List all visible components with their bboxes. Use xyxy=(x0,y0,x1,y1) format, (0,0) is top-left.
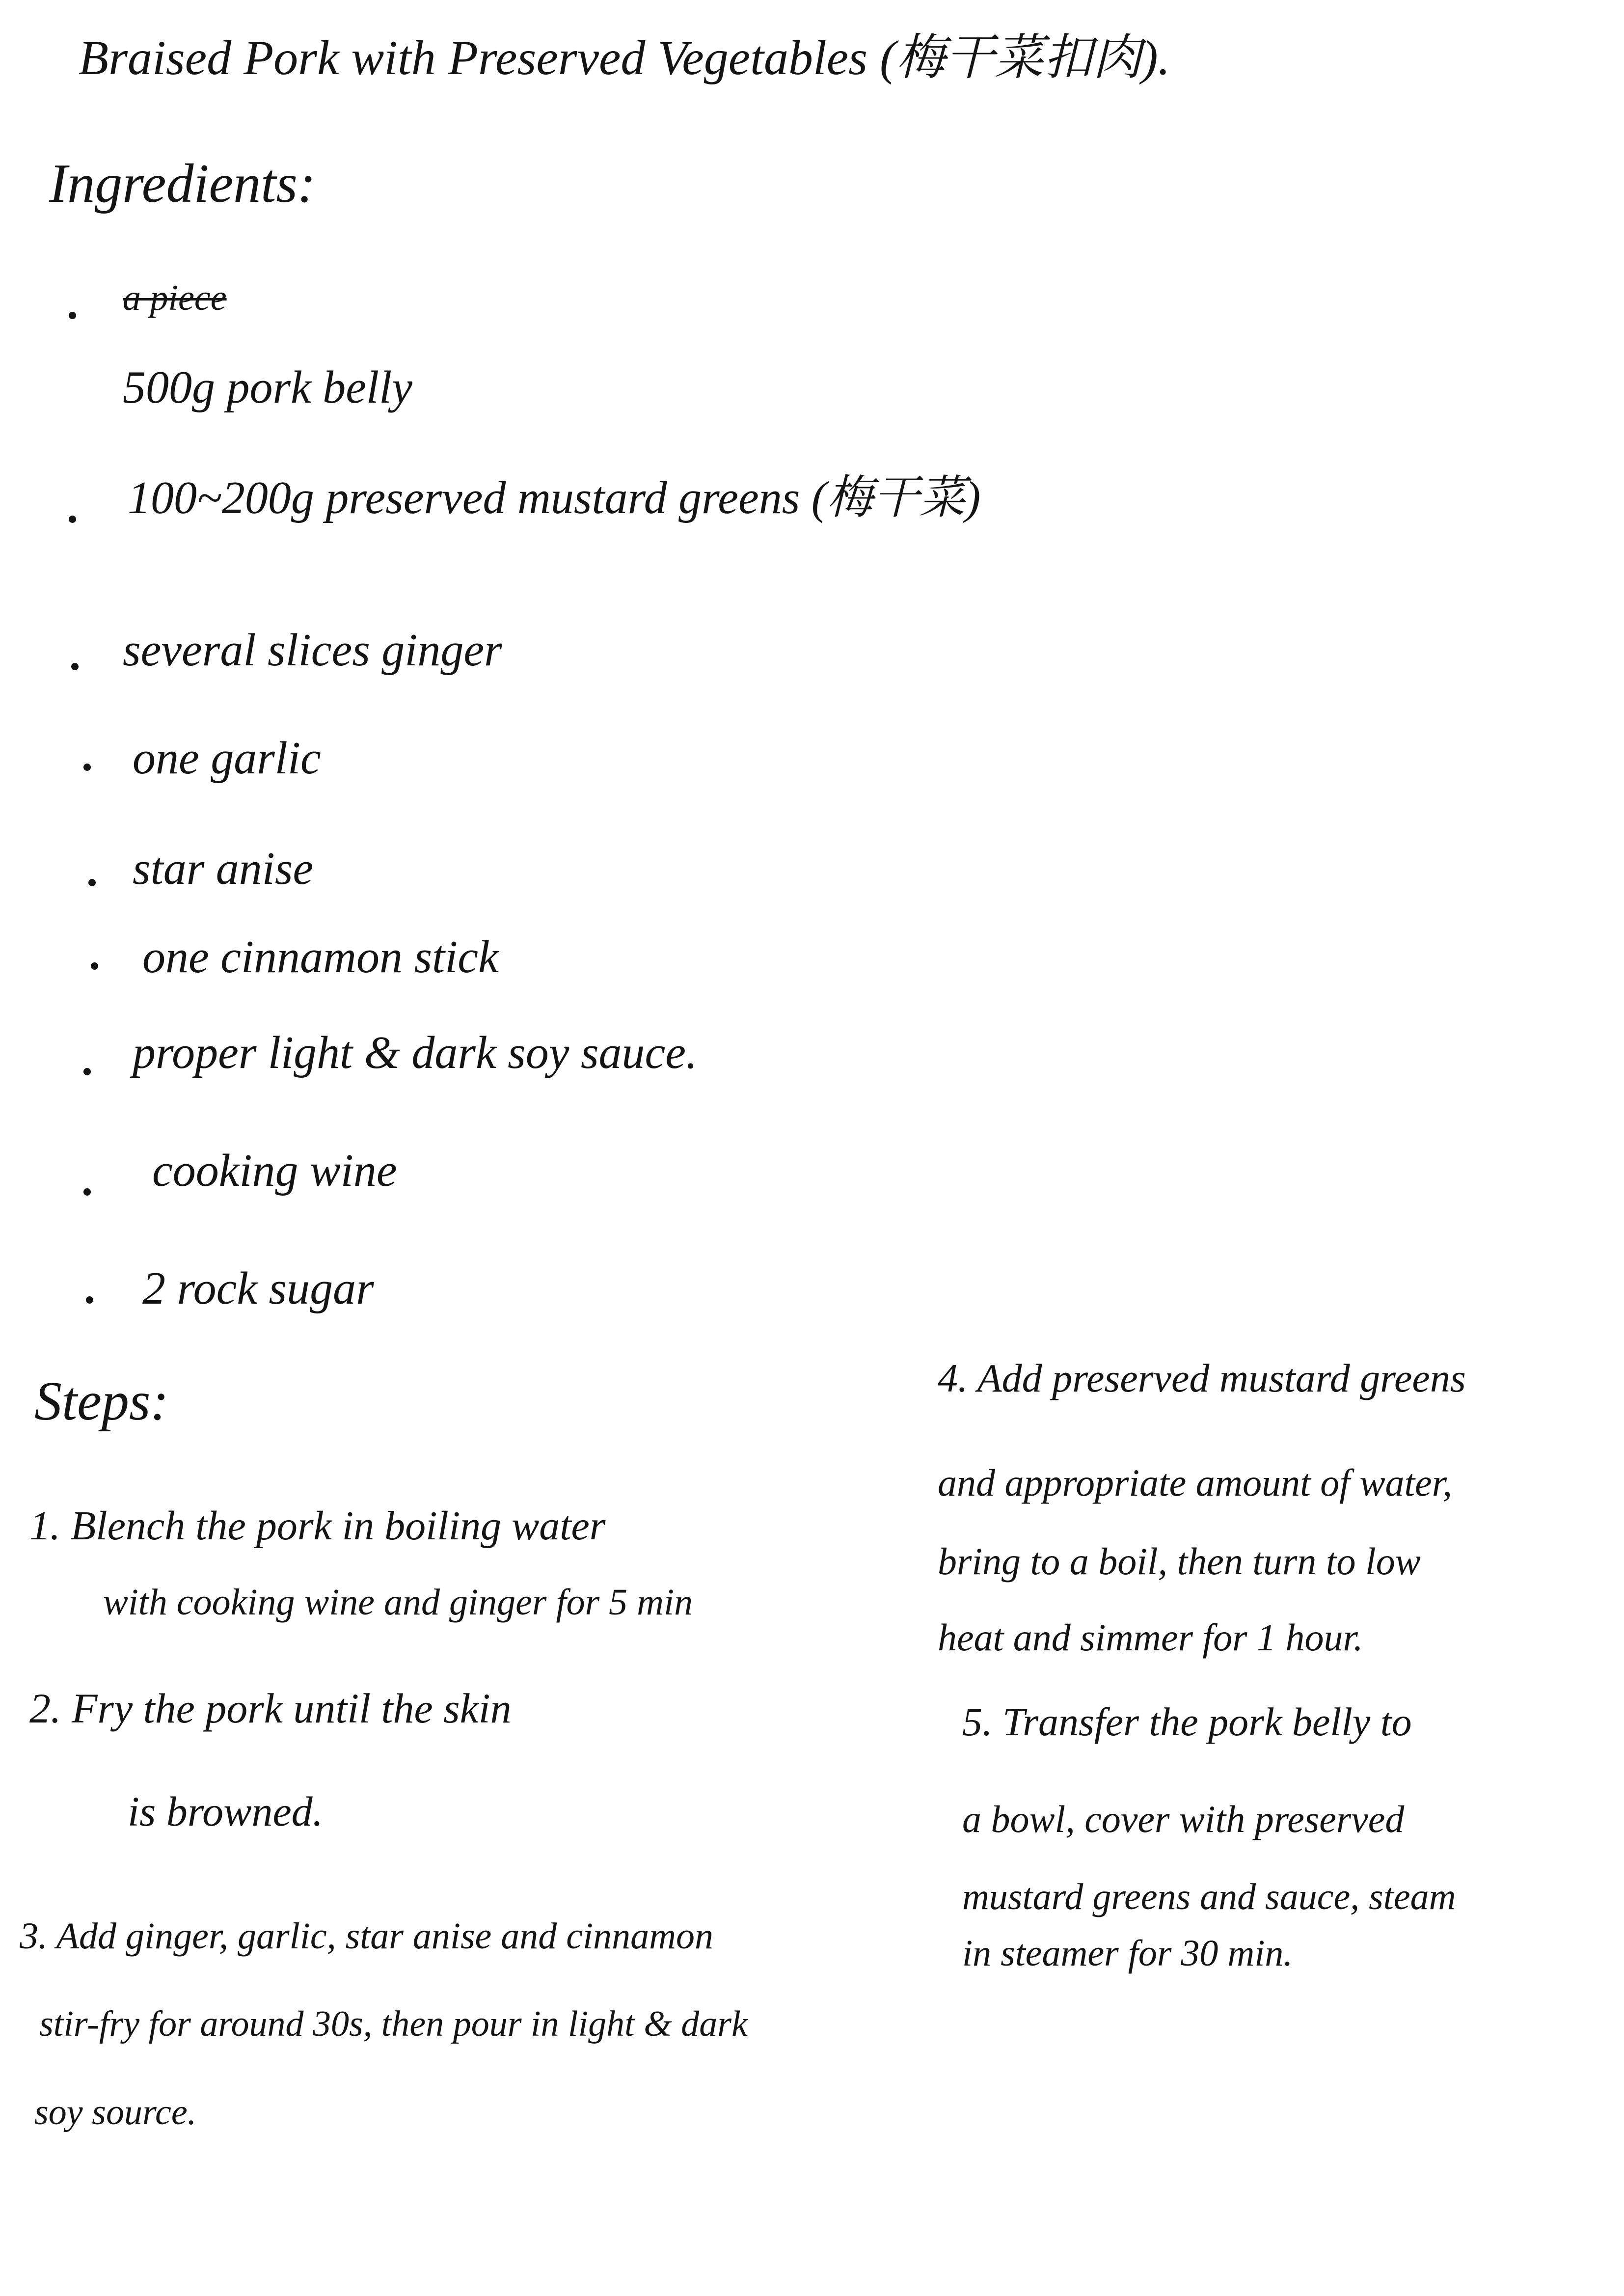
step-line: is browned. xyxy=(128,1788,324,1835)
list-item: star anise xyxy=(133,843,314,894)
list-item: a piece xyxy=(123,278,227,318)
list-bullet xyxy=(86,1296,93,1304)
list-bullet xyxy=(91,962,98,970)
step-line: heat and simmer for 1 hour. xyxy=(938,1616,1363,1659)
list-item: one garlic xyxy=(133,733,321,784)
step-line: 1. Blench the pork in boiling water xyxy=(29,1503,606,1549)
step-line: 3. Add ginger, garlic, star anise and cinnamon xyxy=(20,1915,714,1957)
list-item: several slices ginger xyxy=(123,625,502,676)
step-line: 4. Add preserved mustard greens xyxy=(938,1356,1466,1400)
list-bullet xyxy=(69,312,76,319)
list-bullet xyxy=(83,764,91,771)
step-line: stir-fry for around 30s, then pour in light & dark xyxy=(39,2004,748,2044)
list-item: one cinnamon stick xyxy=(142,931,499,983)
step-line: a bowl, cover with preserved xyxy=(962,1798,1405,1840)
list-item: proper light & dark soy sauce. xyxy=(133,1027,698,1078)
list-bullet xyxy=(83,1188,91,1196)
list-bullet xyxy=(88,879,96,886)
step-line: and appropriate amount of water, xyxy=(938,1461,1452,1504)
list-item: 100~200g preserved mustard greens (梅干菜) xyxy=(128,472,981,523)
step-line: soy source. xyxy=(34,2092,197,2132)
steps-heading: Steps: xyxy=(34,1371,169,1432)
list-item: 2 rock sugar xyxy=(142,1263,374,1314)
step-line: bring to a boil, then turn to low xyxy=(938,1540,1421,1583)
step-line: 2. Fry the pork until the skin xyxy=(29,1685,512,1732)
list-item: 500g pork belly xyxy=(123,362,412,413)
list-item: cooking wine xyxy=(152,1145,397,1196)
list-bullet xyxy=(71,663,79,670)
step-line: 5. Transfer the pork belly to xyxy=(962,1699,1412,1744)
list-bullet xyxy=(83,1068,91,1075)
recipe-title: Braised Pork with Preserved Vegetables (梅干菜扣肉). xyxy=(79,30,1170,85)
list-bullet xyxy=(69,516,76,523)
ingredients-heading: Ingredients: xyxy=(49,153,316,214)
step-line: with cooking wine and ginger for 5 min xyxy=(103,1582,693,1623)
step-line: in steamer for 30 min. xyxy=(962,1933,1293,1974)
step-line: mustard greens and sauce, steam xyxy=(962,1876,1456,1917)
